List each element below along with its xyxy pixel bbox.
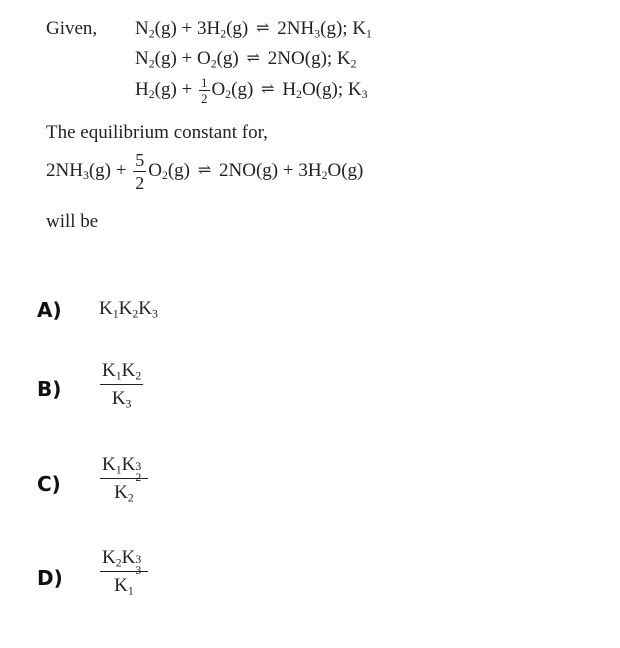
- option-d-label[interactable]: D): [37, 566, 63, 590]
- equation-3: $H_2(g)$ + $\frac{1}{2}$ $O_2(g)$ ⇌ $H_2O(g)$; $K_3$: [135, 75, 368, 106]
- equation-2: $N_2(g) + O_2(g)$ ⇌ 2NO(g); $K_2$: [135, 48, 357, 71]
- equilibrium-arrow: ⇌: [197, 161, 212, 179]
- given-label: Given,: [46, 18, 98, 39]
- option-d-expression[interactable]: $K_2K$ 3 3 $K_1$: [100, 548, 148, 595]
- target-equation: $2NH_3(g)$ + $\frac{5}{2}$ $O_2(g)$ ⇌ $2NO(g) + 3H_2O(g)$: [46, 150, 364, 193]
- option-a-label[interactable]: A): [37, 298, 62, 322]
- half-fraction: $\frac{1}{2}$: [201, 75, 208, 106]
- option-b-label[interactable]: B): [37, 377, 62, 401]
- equilibrium-arrow: ⇌: [246, 50, 261, 67]
- equilibrium-arrow: ⇌: [256, 20, 270, 37]
- option-c-label[interactable]: C): [37, 472, 61, 496]
- five-halves-fraction: $\frac{5}{2}$: [135, 150, 145, 193]
- will-be-text: will be: [46, 211, 99, 232]
- option-a-expression[interactable]: $K_1K_2K_3$: [99, 298, 158, 321]
- option-b-expression[interactable]: $K_1K_2$ $K_3$: [102, 360, 142, 411]
- equation-1: $N_2(g) + 3H_2(g)$ ⇌ $2NH_3(g)$; $K_1$: [135, 18, 372, 41]
- equilibrium-for-text: The equilibrium constant for,: [46, 122, 268, 143]
- option-c-expression[interactable]: $K_1K$ 3 2 $K_2$: [100, 455, 148, 502]
- equilibrium-arrow: ⇌: [261, 80, 275, 98]
